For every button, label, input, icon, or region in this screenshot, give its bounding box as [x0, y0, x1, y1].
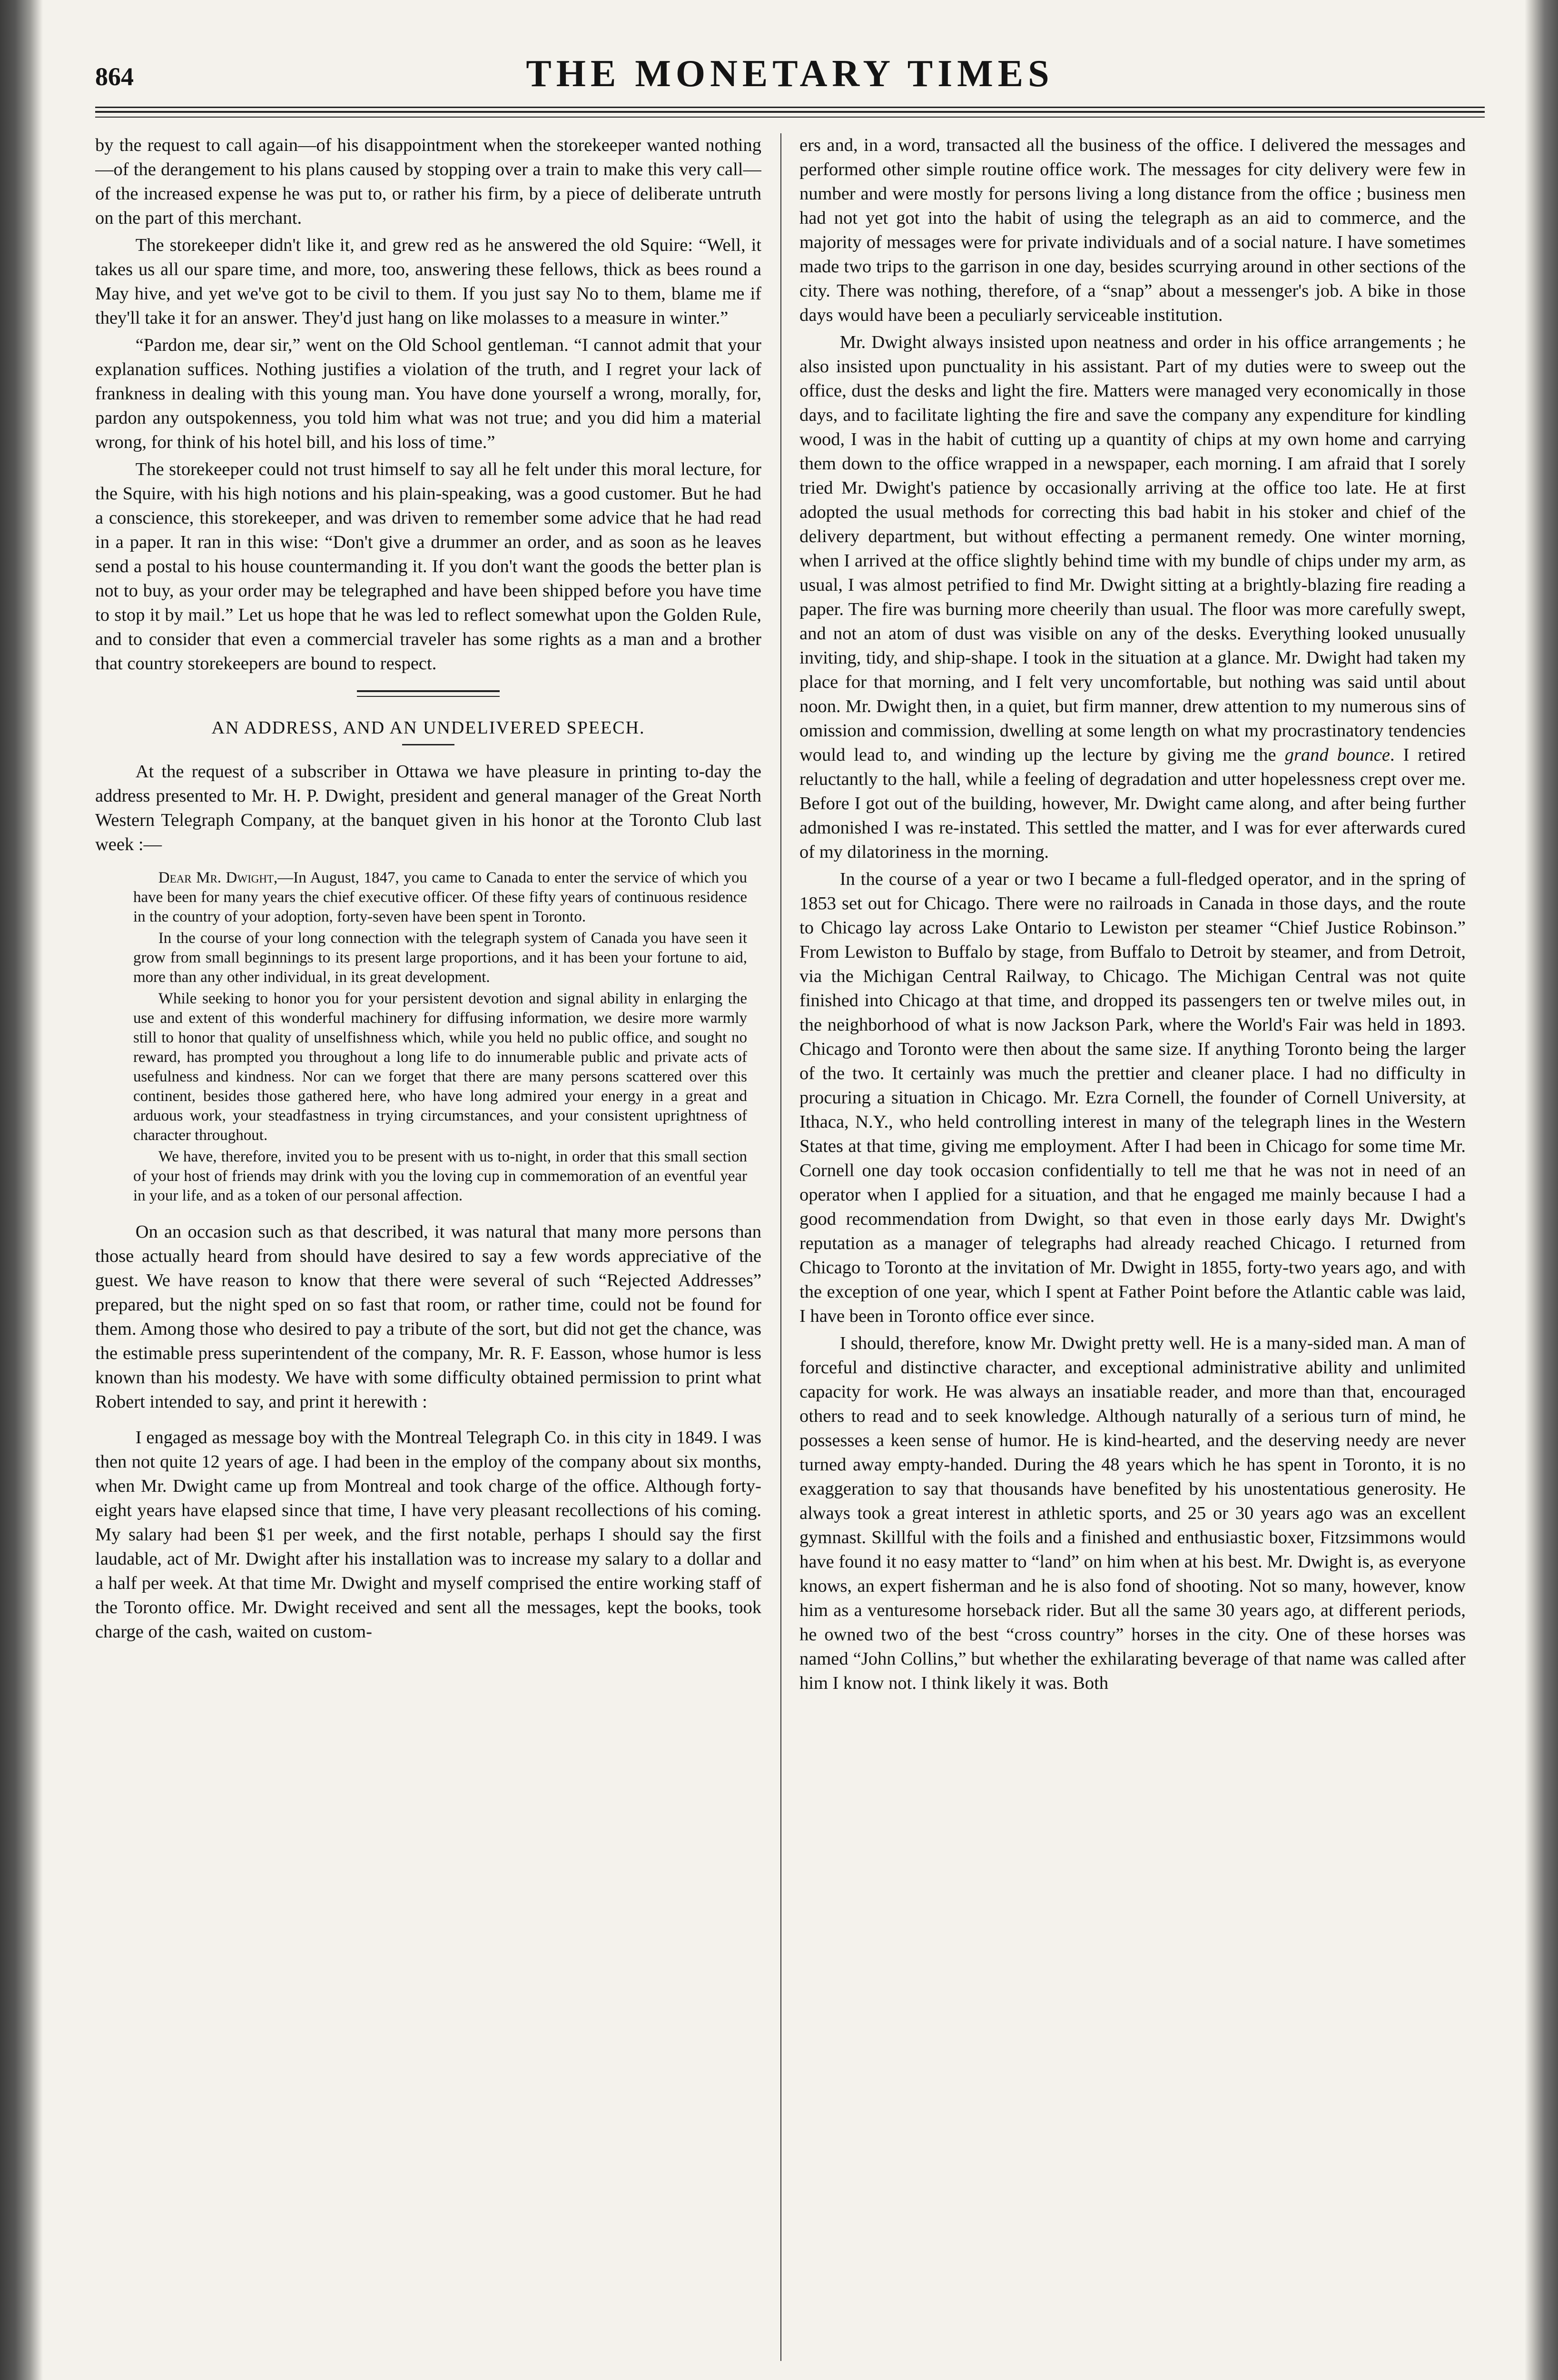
- section-divider: [357, 690, 500, 697]
- paragraph: In the course of a year or two I became a full-fledged operator, and in the spring of 1853 set out for Chicago. There were no railroads in Canada in those days, and the route to Chicago lay across Lake Ontario to Lewiston per steamer “Chief Justice Robinson.” From Lewiston to Buffalo by stage, from Buffalo to Detroit by steamer, and from Detroit, via the Michigan Central Railway, to Chicago. The Michigan Central was not quite finished into Chicago at that time, and dropped its passengers ten or twelve miles out, in the neighborhood of what is now Jackson Park, where the World's Fair was held in 1893. Chicago and Toronto were then about the same size. If anything Toronto being the larger of the two. It certainly was much the prettier and cleaner place. I had no difficulty in procuring a situation in Chicago. Mr. Ezra Cornell, the founder of Cornell University, at Ithaca, N.Y., who held controlling interest in many of the telegraph lines in the Western States at that time, giving me employment. After I had been in Chicago for some time Mr. Cornell one day took occasion confidentially to tell me that he was not in need of an operator when I applied for a situation, and that he engaged me mainly because I had a good recommendation from Dwight, so that even in those early days Mr. Dwight's reputation as a manager of telegraphs had already reached Chicago. I returned from Chicago to Toronto at the invitation of Mr. Dwight in 1855, forty-two years ago, and with the exception of one year, which I spent at Father Point before the Atlantic cable was laid, I have been in Toronto office ever since.: [799, 869, 1466, 1326]
- left-column: [95, 133, 761, 2361]
- page-header: [95, 52, 1485, 105]
- paragraph: I engaged as message boy with the Montreal Telegraph Co. in this city in 1849. I was then not quite 12 years of age. I had been in the employ of the company about six months, when Mr. Dwight came up from Montreal and took charge of the office. Although forty-eight years have elapsed since that time, I have very pleasant recollections of his coming. My salary had been $1 per week, and the first notable, perhaps I should say the first laudable, act of Mr. Dwight after his installation was to increase my salary to a dollar and a half per week. At that time Mr. Dwight and myself comprised the entire working staff of the Toronto office. Mr. Dwight received and sent all the messages, kept the books, took charge of the cash, waited on custom-: [95, 1428, 761, 1642]
- address-paragraph: While seeking to honor you for your persistent devotion and signal ability in enlarging the use and extent of this wonderful machinery for diffusing information, we desire more warmly still to honor that quality of unselfishness which, while you held no public office, and sought no reward, has prompted you throughout a long life to do innumerable public and private acts of usefulness and kindness. Nor can we forget that there are many persons scattered over this continent, besides those gathered here, who have long admired your energy in a great and arduous work, your steadfastness in trying circumstances, and your consistent uprightness of character throughout.: [133, 990, 747, 1144]
- paragraph: I should, therefore, know Mr. Dwight pretty well. He is a many-sided man. A man of forceful and distinctive character, and exceptional administrative ability and unlimited capacity for work. He was always an insatiable reader, and more than that, encouraged others to read and to seek knowledge. Although naturally of a serious turn of mind, he possesses a keen sense of humor. He is kind-hearted, and the deserving needy are never turned away empty-handed. During the 48 years which he has spent in Toronto, it is no exaggeration to say that thousands have benefited by his unostentatious generosity. He always took a great interest in athletic sports, and 25 or 30 years ago was an excellent gymnast. Skillful with the foils and a finished and enthusiastic boxer, Fitzsimmons would have found it no easy matter to “land” on him when at his best. Mr. Dwight is, as everyone knows, an expert fisherman and he is also fond of shooting. Not so many, however, know him as a venturesome horseback rider. But all the same 30 years ago, at different periods, he owned two of the best “cross country” horses in the city. One of these horses was named “John Collins,” but whether the exhilarating beverage of that name was called after him I know not. I think likely it was. Both: [799, 1333, 1466, 1693]
- address-paragraph: —In August, 1847, you came to Canada to enter the service of which you have been for many years the chief executive officer. Of these fifty years of continuous residence in the country of your adoption, forty-seven have been spent in Toronto.: [133, 869, 747, 925]
- paragraph: The storekeeper didn't like it, and grew red as he answered the old Squire: “Well, it takes us all our spare time, and more, too, answering these fellows, thick as bees round a May hive, and yet we've got to be civil to them. If you just say No to them, blame me if they'll take it for an answer. They'd just hang on like molasses to a measure in winter.”: [95, 235, 761, 328]
- address-paragraph: In the course of your long connection with the telegraph system of Canada you have seen it grow from small beginnings to its present large proportions, and it has been your fortune to aid, more than any other individual, in its great development.: [133, 930, 747, 986]
- address-salutation: Dear Mr. Dwight,: [158, 869, 278, 886]
- article-columns: [95, 133, 1485, 2361]
- header-rule: [95, 107, 1485, 108]
- paragraph-text: . I retired reluctantly to the hall, while a feeling of degradation and utter hopelessness crept over me. Before I got out of the building, however, Mr. Dwight came along, and after being further admonished I was re-instated. This settled the matter, and I was for ever afterwards cured of my dilatoriness in the morning.: [799, 745, 1466, 862]
- masthead-title: THE MONETARY TIMES: [526, 53, 1054, 95]
- address-quote: [133, 868, 747, 1206]
- right-column: [799, 133, 1466, 2361]
- title-underline: [402, 744, 454, 745]
- header-double-rule: [95, 111, 1485, 118]
- paragraph: [799, 330, 1466, 864]
- scanned-page-edge-left: [0, 0, 43, 2380]
- newspaper-page: [95, 52, 1485, 2366]
- scanned-page-edge-right: [1525, 0, 1558, 2380]
- paragraph-text: Mr. Dwight always insisted upon neatness and order in his office arrangements ; he also insisted upon punctuality in his assistant. Part of my duties were to sweep out the office, dust the desks and light the fire. Matters were managed very economically in those days, and to facilitate lighting the fire and save the company any expenditure for kindling wood, I was in the habit of cutting up a quantity of chips at my own home and carrying them down to the office wrapped in a newspaper, each morning. I am afraid that I sorely tried Mr. Dwight's patience by occasionally arriving at the office too late. He at first adopted the usual methods for correcting this bad habit in his stoker and chief of the delivery department, but without effecting a permanent remedy. One winter morning, when I arrived at the office slightly behind time with my bundle of chips under my arm, as usual, I was almost petrified to find Mr. Dwight sitting at a brightly-blazing fire reading a paper. The fire was burning more cheerily than usual. The floor was more carefully swept, and not an atom of dust was visible on any of the desks. Everything looked unusually inviting, tidy, and ship-shape. I took in the situation at a glance. Mr. Dwight had taken my place for that morning, and I felt very uncomfortable, but nothing was said until about noon. Mr. Dwight then, in a quiet, but firm manner, drew attention to my numerous sins of omission and commission, dwelling at some length on what my procrastinatory tendencies would lead to, and winding up the lecture by giving me the: [799, 332, 1466, 765]
- address-paragraph: We have, therefore, invited you to be present with us to-night, in order that this small section of your host of friends may drink with you the loving cup in commemoration of an eventful year in your life, and as a token of our personal affection.: [133, 1148, 747, 1204]
- paragraph: ers and, in a word, transacted all the business of the office. I delivered the messages and performed other simple routine office work. The messages for city delivery were few in number and were mostly for persons living a long distance from the office ; business men had not yet got into the habit of using the telegraph as an aid to commerce, and the majority of messages were for private individuals and of a social nature. I have sometimes made two trips to the garrison in one day, besides scurrying around in other sections of the city. There was nothing, therefore, of a “snap” about a messenger's job. A bike in those days would have been a peculiarly serviceable institution.: [799, 135, 1466, 325]
- section-title: AN ADDRESS, AND AN UNDELIVERED SPEECH.: [211, 718, 645, 738]
- paragraph: On an occasion such as that described, it was natural that many more persons than those actually heard from should have desired to say a few words appreciative of the guest. We have reason to know that there were several of such “Rejected Addresses” prepared, but the night sped on so fast that room, or rather time, could not be found for them. Among those who desired to pay a tribute of the sort, but did not get the chance, was the estimable press superintendent of the company, Mr. R. F. Easson, whose humor is less known than his modesty. We have with some difficulty obtained permission to print what Robert intended to say, and print it herewith :: [95, 1222, 761, 1412]
- page-number: 864: [95, 62, 134, 91]
- paragraph: “Pardon me, dear sir,” went on the Old School gentleman. “I cannot admit that your explanation suffices. Nothing justifies a violation of the truth, and I regret your lack of frankness in dealing with this young man. You have done yourself a wrong, morally, for, pardon any outspokenness, you told him what was not true; and you did him a material wrong, for think of his hotel bill, and his loss of time.”: [95, 335, 761, 452]
- italic-phrase: grand bounce: [1284, 745, 1390, 765]
- paragraph: by the request to call again—of his disappointment when the storekeeper wanted nothing—of the derangement to his plans caused by stopping over a train to make this very call—of the increased expense he was put to, or rather his firm, by a piece of deliberate untruth on the part of this merchant.: [95, 135, 761, 228]
- paragraph: At the request of a subscriber in Ottawa we have pleasure in printing to-day the address presented to Mr. H. P. Dwight, president and general manager of the Great North Western Telegraph Company, at the banquet given in his honor at the Toronto Club last week :—: [95, 762, 761, 854]
- column-rule: [780, 133, 781, 2361]
- paragraph: The storekeeper could not trust himself to say all he felt under this moral lecture, for the Squire, with his high notions and his plain-speaking, was a good customer. But he had a conscience, this storekeeper, and was driven to remember some advice that he had read in a paper. It ran in this wise: “Don't give a drummer an order, and as soon as he leaves send a postal to his house countermanding it. If you don't want the goods the better plan is not to buy, as your order may be telegraphed and have been shipped before you have time to stop it by mail.” Let us hope that he was led to reflect somewhat upon the Golden Rule, and to consider that even a commercial traveler has some rights as a man and a brother that country storekeepers are bound to respect.: [95, 459, 761, 674]
